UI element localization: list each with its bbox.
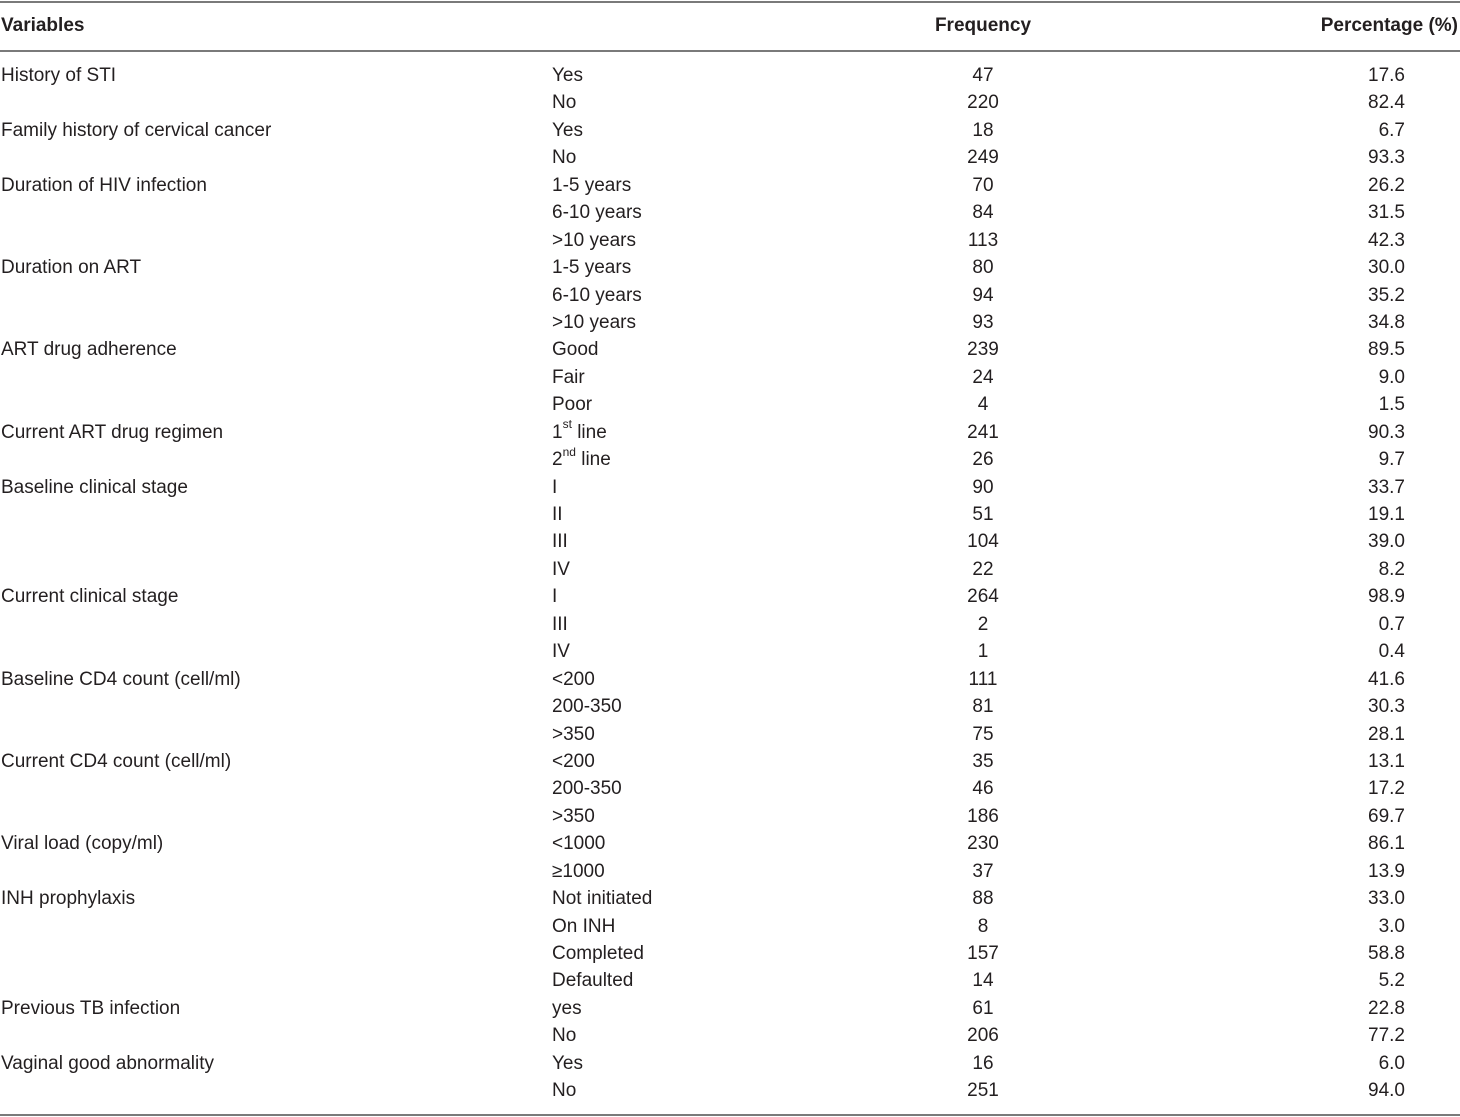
cell-category-text: <200 xyxy=(552,668,595,690)
table-row xyxy=(0,1077,1460,1104)
cell-category-suffix: line xyxy=(571,421,607,443)
cell-frequency: 1 xyxy=(977,641,989,663)
table-row xyxy=(0,1050,1460,1077)
table-row xyxy=(0,282,1460,309)
cell-category-text: On INH xyxy=(552,915,616,937)
header-variables: Variables xyxy=(1,15,85,36)
cell-category xyxy=(552,885,652,912)
cell-category-text: Yes xyxy=(552,65,583,86)
cell-variable: Current CD4 count (cell/ml) xyxy=(1,750,232,772)
cell-percentage: 0.7 xyxy=(1378,613,1405,635)
cell-category xyxy=(552,721,595,748)
cell-category xyxy=(552,556,570,583)
cell-category xyxy=(552,967,633,994)
cell-frequency: 24 xyxy=(972,366,994,388)
cell-percentage: 26.2 xyxy=(1368,174,1405,196)
cell-category xyxy=(552,1077,576,1104)
cell-category-text: No xyxy=(552,147,577,169)
cell-variable: Duration on ART xyxy=(1,257,142,279)
cell-variable: Viral load (copy/ml) xyxy=(1,833,164,855)
cell-category xyxy=(552,172,631,199)
cell-frequency: 206 xyxy=(967,1025,999,1047)
cell-category-text: >350 xyxy=(552,805,595,827)
cell-category xyxy=(552,282,642,309)
cell-frequency: 157 xyxy=(967,943,999,964)
table-row xyxy=(0,611,1460,638)
cell-frequency: 70 xyxy=(972,174,994,196)
cell-category-text: 1-5 years xyxy=(552,257,632,279)
cell-percentage: 41.6 xyxy=(1368,668,1405,690)
cell-category xyxy=(552,583,557,610)
cell-category-text: No xyxy=(552,1080,577,1102)
table-row xyxy=(0,309,1460,336)
cell-category-text: Defaulted xyxy=(552,970,634,992)
cell-percentage: 31.5 xyxy=(1368,202,1405,224)
cell-frequency: 230 xyxy=(967,833,999,855)
cell-percentage: 35.2 xyxy=(1368,284,1405,306)
cell-percentage: 33.0 xyxy=(1368,888,1405,910)
table-row xyxy=(0,995,1460,1022)
cell-frequency: 16 xyxy=(972,1052,994,1074)
cell-percentage: 30.0 xyxy=(1368,257,1405,279)
cell-frequency: 113 xyxy=(967,229,999,251)
header-percentage: Percentage (%) xyxy=(1320,15,1458,36)
table-row xyxy=(0,62,1460,89)
table-row xyxy=(0,666,1460,693)
table-body xyxy=(0,62,1460,1105)
cell-frequency: 111 xyxy=(968,668,998,690)
cell-frequency: 47 xyxy=(972,65,994,86)
cell-category-text: Yes xyxy=(552,1052,583,1074)
cell-percentage: 0.4 xyxy=(1378,641,1405,663)
cell-percentage: 9.0 xyxy=(1378,366,1405,388)
table-row xyxy=(0,172,1460,199)
cell-category-text: 6-10 years xyxy=(552,284,642,306)
cell-frequency: 104 xyxy=(967,531,999,553)
table-row xyxy=(0,227,1460,254)
cell-category-text: 1-5 years xyxy=(552,174,632,196)
cell-category-text: yes xyxy=(552,997,582,1019)
cell-category xyxy=(552,89,576,116)
cell-category xyxy=(552,364,585,391)
table-row xyxy=(0,940,1460,967)
cell-frequency: 26 xyxy=(972,449,994,471)
cell-frequency: 251 xyxy=(967,1080,999,1102)
cell-variable: Family history of cervical cancer xyxy=(1,119,272,141)
cell-category-text: IV xyxy=(552,558,570,580)
cell-frequency: 90 xyxy=(972,476,994,498)
cell-frequency: 81 xyxy=(972,696,994,718)
cell-percentage: 13.1 xyxy=(1368,750,1405,772)
cell-category xyxy=(552,117,583,144)
cell-category xyxy=(552,419,607,446)
cell-frequency: 61 xyxy=(972,997,994,1019)
table-row xyxy=(0,199,1460,226)
cell-percentage: 30.3 xyxy=(1368,696,1405,718)
cell-percentage: 69.7 xyxy=(1368,805,1405,827)
cell-category-text: <200 xyxy=(552,750,595,772)
cell-category xyxy=(552,391,592,418)
cell-percentage: 6.0 xyxy=(1378,1052,1405,1074)
cell-frequency: 249 xyxy=(967,147,999,169)
cell-percentage: 90.3 xyxy=(1368,421,1405,443)
cell-category-text: >10 years xyxy=(552,311,636,333)
cell-category-text: IV xyxy=(552,641,570,663)
cell-category xyxy=(552,62,583,89)
table-row xyxy=(0,803,1460,830)
cell-frequency: 35 xyxy=(972,750,994,772)
cell-percentage: 9.7 xyxy=(1378,449,1405,471)
table-row xyxy=(0,721,1460,748)
cell-frequency: 2 xyxy=(977,613,989,635)
cell-category xyxy=(552,995,582,1022)
cell-percentage: 1.5 xyxy=(1378,394,1405,416)
table-row xyxy=(0,858,1460,885)
cell-category xyxy=(552,227,636,254)
cell-percentage: 94.0 xyxy=(1368,1080,1405,1102)
cell-category xyxy=(552,913,615,940)
cell-category xyxy=(552,199,642,226)
cell-category xyxy=(552,144,576,171)
cell-category xyxy=(552,940,644,967)
cell-category-text: 200-350 xyxy=(552,778,622,800)
cell-category xyxy=(552,693,622,720)
cell-frequency: 37 xyxy=(972,860,994,882)
cell-percentage: 6.7 xyxy=(1378,119,1405,141)
cell-percentage: 98.9 xyxy=(1368,586,1405,608)
cell-percentage: 42.3 xyxy=(1368,229,1405,251)
cell-percentage: 5.2 xyxy=(1378,970,1405,992)
cell-category-text: ≥1000 xyxy=(552,860,605,882)
cell-variable: Duration of HIV infection xyxy=(1,174,207,196)
cell-category-text: 6-10 years xyxy=(552,202,642,224)
cell-category xyxy=(552,830,605,857)
cell-category xyxy=(552,666,595,693)
cell-variable: History of STI xyxy=(1,65,117,86)
cell-frequency: 241 xyxy=(967,421,999,443)
cell-category-text: Not initiated xyxy=(552,888,653,910)
cell-frequency: 186 xyxy=(967,805,999,827)
table-row xyxy=(0,913,1460,940)
table-row xyxy=(0,446,1460,473)
cell-category-text: >350 xyxy=(552,723,595,745)
cell-percentage: 86.1 xyxy=(1368,833,1405,855)
cell-frequency: 88 xyxy=(972,888,994,910)
cell-percentage: 22.8 xyxy=(1368,997,1405,1019)
table-row xyxy=(0,693,1460,720)
table-row xyxy=(0,144,1460,171)
table-row xyxy=(0,336,1460,363)
table-row xyxy=(0,885,1460,912)
cell-frequency: 51 xyxy=(972,504,994,525)
cell-category-text: <1000 xyxy=(552,833,606,855)
cell-frequency: 14 xyxy=(972,970,994,992)
cell-frequency: 8 xyxy=(977,915,989,937)
header-frequency: Frequency xyxy=(934,15,1032,36)
cell-category-superscript: nd xyxy=(562,444,576,459)
cell-variable: Vaginal good abnormality xyxy=(1,1052,215,1074)
table-header xyxy=(0,2,1460,50)
cell-percentage: 28.1 xyxy=(1368,723,1405,745)
cell-category-text: Poor xyxy=(552,394,593,416)
table-row xyxy=(0,556,1460,583)
cell-frequency: 22 xyxy=(972,558,994,580)
table-row xyxy=(0,419,1460,446)
cell-category-text: >10 years xyxy=(552,229,636,251)
cell-variable: Previous TB infection xyxy=(1,997,181,1019)
table-bottom-rule xyxy=(0,1114,1460,1116)
cell-percentage: 77.2 xyxy=(1368,1025,1405,1047)
table-row xyxy=(0,501,1460,528)
cell-category-superscript: st xyxy=(562,417,572,432)
table-row xyxy=(0,89,1460,116)
cell-percentage: 33.7 xyxy=(1368,476,1405,498)
cell-category xyxy=(552,309,636,336)
cell-category-suffix: line xyxy=(575,449,611,471)
cell-category xyxy=(552,775,622,802)
cell-frequency: 94 xyxy=(972,284,994,306)
table-row xyxy=(0,117,1460,144)
cell-percentage: 3.0 xyxy=(1378,915,1405,937)
cell-frequency: 80 xyxy=(972,257,994,279)
cell-category-text: 200-350 xyxy=(552,696,622,718)
table-row xyxy=(0,391,1460,418)
table-header-rule xyxy=(0,50,1460,52)
cell-percentage: 8.2 xyxy=(1378,558,1405,580)
cell-category-text: No xyxy=(552,1025,577,1047)
cell-percentage: 13.9 xyxy=(1368,860,1405,882)
table-row xyxy=(0,254,1460,281)
cell-variable: Current ART drug regimen xyxy=(1,421,224,443)
cell-frequency: 4 xyxy=(977,394,989,416)
table-row xyxy=(0,364,1460,391)
table-row xyxy=(0,1022,1460,1049)
cell-percentage: 39.0 xyxy=(1368,531,1405,553)
cell-frequency: 75 xyxy=(972,723,994,745)
cell-variable: INH prophylaxis xyxy=(1,888,136,910)
cell-category-text: I xyxy=(552,586,558,608)
table-row xyxy=(0,748,1460,775)
cell-category-text: Good xyxy=(552,339,599,361)
cell-category xyxy=(552,1050,583,1077)
cell-category-text: No xyxy=(552,92,577,114)
cell-category xyxy=(552,1022,576,1049)
table-row xyxy=(0,638,1460,665)
table-row xyxy=(0,775,1460,802)
cell-percentage: 89.5 xyxy=(1368,339,1405,361)
cell-percentage: 93.3 xyxy=(1368,147,1405,169)
cell-category-text: III xyxy=(552,531,568,553)
cell-frequency: 46 xyxy=(972,778,994,800)
table-row xyxy=(0,583,1460,610)
table-row xyxy=(0,528,1460,555)
cell-category xyxy=(552,638,570,665)
cell-category xyxy=(552,446,611,473)
cell-category xyxy=(552,748,595,775)
cell-percentage: 82.4 xyxy=(1368,92,1405,114)
cell-frequency: 264 xyxy=(967,586,999,608)
cell-variable: Baseline CD4 count (cell/ml) xyxy=(1,668,241,690)
cell-variable: Baseline clinical stage xyxy=(1,476,188,498)
table-row xyxy=(0,474,1460,501)
cell-category-text: Yes xyxy=(552,119,583,141)
cell-frequency: 84 xyxy=(972,202,994,224)
cell-category xyxy=(552,803,595,830)
cell-category-text: II xyxy=(552,504,563,525)
cell-category xyxy=(552,528,568,555)
cell-category xyxy=(552,336,598,363)
cell-category xyxy=(552,611,568,638)
cell-category-text: Fair xyxy=(552,366,585,388)
cell-category xyxy=(552,254,631,281)
cell-percentage: 17.6 xyxy=(1368,65,1405,86)
cell-category-text: I xyxy=(552,476,558,498)
cell-category xyxy=(552,501,563,528)
cell-percentage: 17.2 xyxy=(1368,778,1405,800)
cell-percentage: 19.1 xyxy=(1368,504,1405,525)
cell-category xyxy=(552,858,605,885)
cell-category-text: 2 xyxy=(552,449,563,471)
cell-frequency: 93 xyxy=(972,311,994,333)
cell-frequency: 239 xyxy=(967,339,999,361)
cell-frequency: 220 xyxy=(967,92,999,114)
cell-variable: Current clinical stage xyxy=(1,586,179,608)
cell-category-text: Completed xyxy=(552,943,644,964)
cell-percentage: 58.8 xyxy=(1368,943,1405,964)
table-row xyxy=(0,967,1460,994)
cell-category xyxy=(552,474,557,501)
cell-category-text: 1 xyxy=(552,421,563,443)
cell-frequency: 18 xyxy=(972,119,994,141)
table-row xyxy=(0,830,1460,857)
cell-variable: ART drug adherence xyxy=(1,339,177,361)
cell-category-text: III xyxy=(552,613,568,635)
cell-percentage: 34.8 xyxy=(1368,311,1405,333)
